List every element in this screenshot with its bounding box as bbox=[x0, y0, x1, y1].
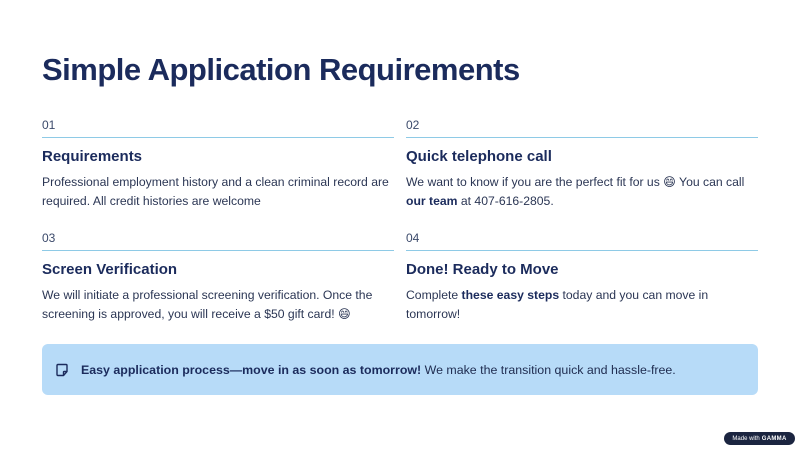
step-description bbox=[406, 286, 758, 324]
step-description: Professional employment history and a clean criminal record are required. All credit histories are welcome bbox=[42, 175, 389, 208]
step-card-2 bbox=[406, 118, 758, 211]
step-description-text: Complete bbox=[406, 288, 462, 302]
callout-body: We make the transition quick and hassle-free. bbox=[421, 362, 676, 377]
badge-brand: GAMMA bbox=[761, 435, 787, 442]
note-icon bbox=[55, 363, 69, 377]
step-description-text: today and you can move in tomorrow! bbox=[406, 288, 709, 321]
made-with-gamma-badge[interactable] bbox=[724, 432, 795, 445]
step-card-4 bbox=[406, 231, 758, 324]
page-title: Simple Application Requirements bbox=[42, 52, 520, 87]
step-heading: Screen Verification bbox=[42, 261, 178, 278]
callout-emphasis: Easy application process—move in as soon as tomorrow! bbox=[81, 362, 422, 377]
step-description bbox=[406, 173, 758, 211]
step-number: 01 bbox=[42, 118, 394, 138]
step-description-emphasis: our team bbox=[406, 194, 458, 208]
step-heading: Requirements bbox=[42, 148, 143, 165]
callout-box bbox=[42, 344, 758, 395]
step-heading: Done! Ready to Move bbox=[406, 261, 559, 278]
step-card-1 bbox=[42, 118, 394, 211]
step-description-emphasis: these easy steps bbox=[461, 288, 560, 302]
step-card-3 bbox=[42, 231, 394, 324]
callout-text bbox=[81, 363, 676, 377]
step-description-text: We want to know if you are the perfect fit for us 😄 You can call bbox=[406, 175, 745, 189]
step-number: 04 bbox=[406, 231, 758, 251]
badge-prefix: Made with bbox=[732, 435, 760, 442]
step-description: We will initiate a professional screening verification. Once the screening is approved, you will receive a $50 gift card! 😄 bbox=[42, 288, 373, 321]
step-number: 02 bbox=[406, 118, 758, 138]
step-description-text: at 407-616-2805. bbox=[457, 194, 554, 208]
step-heading: Quick telephone call bbox=[406, 148, 552, 165]
step-number: 03 bbox=[42, 231, 394, 251]
